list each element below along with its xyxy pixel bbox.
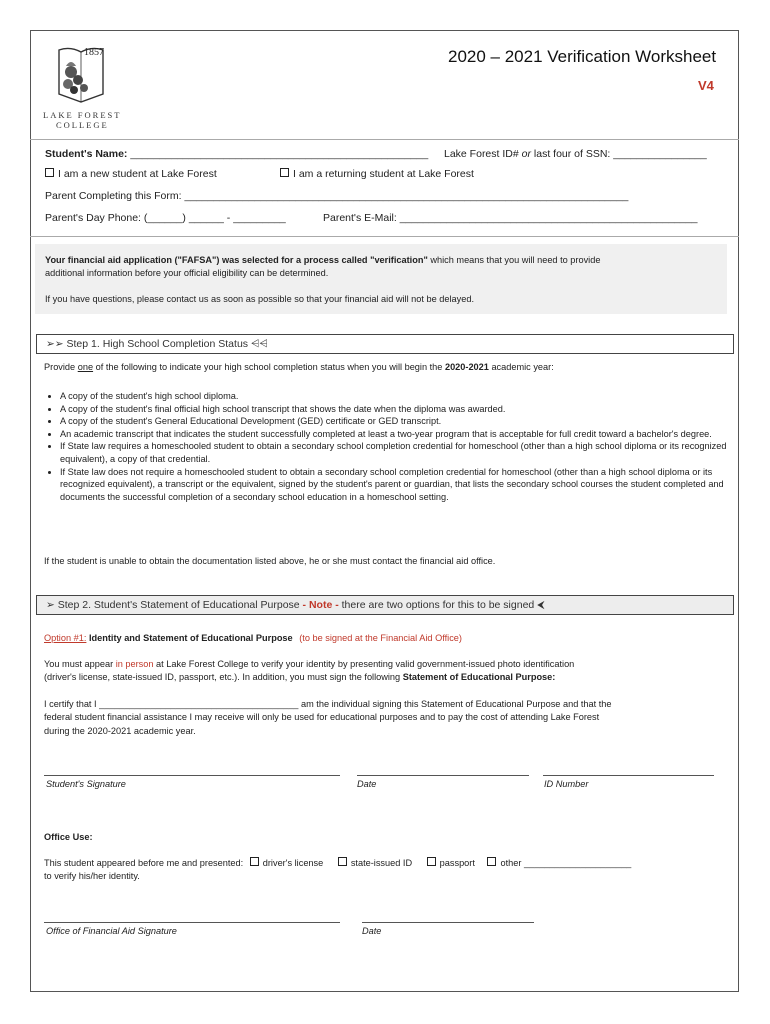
list-item: • A copy of the student's final official high school transcript that shows the date when the diploma was awarded. bbox=[60, 403, 745, 416]
parent-field[interactable]: ____________________________________________________________________________ bbox=[184, 190, 629, 202]
other-checkbox[interactable] bbox=[487, 857, 496, 866]
para1-line2-text: (driver's license, state-issued ID, passport, etc.). In addition, you must sign the following bbox=[44, 672, 403, 682]
student-name-row bbox=[45, 148, 428, 160]
list-item: • An academic transcript that indicates the student successfully completed at least a two-year program that is acceptable for full credit toward a bachelor's degree. bbox=[60, 428, 745, 441]
passport-checkbox[interactable] bbox=[427, 857, 436, 866]
student-id-field[interactable]: ________________ bbox=[613, 148, 707, 160]
ssn-label: last four of SSN: bbox=[533, 148, 611, 160]
id-number-line[interactable] bbox=[543, 775, 714, 776]
step2-heading bbox=[46, 599, 545, 612]
option-title: Identity and Statement of Educational Purpose bbox=[88, 633, 293, 643]
notice-line2: additional information before your official eligibility can be determined. bbox=[45, 268, 329, 278]
intro-one: one bbox=[77, 362, 94, 372]
parent-label: Parent Completing this Form: bbox=[45, 190, 182, 202]
statement-title: Statement of Educational Purpose: bbox=[402, 672, 556, 682]
new-student-label: I am a new student at Lake Forest bbox=[58, 168, 217, 180]
parent-email-field[interactable]: ___________________________________________________ bbox=[399, 212, 698, 224]
date-label: Date bbox=[357, 779, 377, 789]
student-name-field[interactable]: ___________________________________________________ bbox=[130, 148, 429, 160]
step1-heading: ➢➢ Step 1. High School Completion Status ⩤⩤ bbox=[46, 338, 268, 350]
intro-text-a: Provide bbox=[44, 362, 78, 372]
or-label: or bbox=[521, 148, 531, 160]
office-signature-label: Office of Financial Aid Signature bbox=[46, 926, 177, 936]
step1-footer: If the student is unable to obtain the documentation listed above, he or she must contact the financial aid office. bbox=[44, 556, 496, 566]
other-field[interactable]: _____________________ bbox=[523, 858, 632, 868]
certify-line1: I certify that I _______________________________________ am the individual signing this Statement of Educational Purpose and that the bbox=[44, 699, 612, 709]
student-id-label: Lake Forest ID# bbox=[444, 148, 519, 160]
notice-bold-text: Your financial aid application ("FAFSA") was selected for a process called "verification" bbox=[45, 255, 428, 265]
option-note: (to be signed at the Financial Aid Office) bbox=[299, 633, 462, 643]
intro-year: 2020-2021 bbox=[444, 362, 489, 372]
student-name-label: Student's Name: bbox=[45, 148, 128, 160]
new-student-checkbox[interactable] bbox=[45, 168, 54, 177]
office-presented-row bbox=[44, 857, 631, 868]
parent-email-label: Parent's E-Mail: bbox=[323, 212, 397, 224]
para1-line2 bbox=[44, 672, 555, 682]
step1-intro bbox=[44, 362, 554, 372]
intro-text-c: academic year: bbox=[488, 362, 554, 372]
other-label: other bbox=[500, 858, 522, 868]
certify-line2: federal student financial assistance I may receive will only be used for educational purposes and to pay the cost of attending Lake Forest bbox=[44, 712, 600, 722]
logo-name-line1: LAKE FOREST bbox=[43, 110, 122, 120]
office-use-heading: Office Use: bbox=[44, 832, 93, 842]
notice-rest-text: which means that you will need to provide bbox=[427, 255, 601, 265]
office-line2: to verify his/her identity. bbox=[44, 871, 140, 881]
logo-year: 1857 bbox=[84, 47, 104, 58]
para1-text-a: You must appear bbox=[44, 659, 116, 669]
in-person-text: in person bbox=[115, 659, 154, 669]
student-signature-label: Student's Signature bbox=[46, 779, 126, 789]
office-date-label: Date bbox=[362, 926, 382, 936]
requirement-list bbox=[44, 390, 745, 503]
step2-heading-rest: there are two options for this to be signed ⮜ bbox=[338, 599, 545, 611]
option-label: Option #1: bbox=[44, 633, 87, 643]
certify-line3: during the 2020-2021 academic year. bbox=[44, 726, 196, 736]
notice-line1 bbox=[45, 255, 725, 265]
office-date-line[interactable] bbox=[362, 922, 534, 923]
logo-name-line2: COLLEGE bbox=[56, 120, 109, 130]
page-title: 2020 – 2021 Verification Worksheet bbox=[448, 47, 717, 66]
list-item: • A copy of the student's General Educational Development (GED) certificate or GED transcript. bbox=[60, 415, 745, 428]
para1-text-b: at Lake Forest College to verify your identity by presenting valid government-issued photo identification bbox=[153, 659, 575, 669]
list-item: • If State law requires a homeschooled student to obtain a secondary school completion credential for homeschool (other than a high school diploma or its recognized equivalent), a copy of that credential. bbox=[60, 440, 745, 465]
office-signature-line[interactable] bbox=[44, 922, 340, 923]
id-number-label: ID Number bbox=[544, 779, 589, 789]
notice-line3: If you have questions, please contact us as soon as possible so that your financial aid will not be delayed. bbox=[45, 294, 475, 304]
returning-student-option[interactable] bbox=[280, 168, 474, 180]
student-id-row bbox=[444, 148, 707, 160]
parent-email-row bbox=[323, 212, 698, 224]
step2-note: - Note - bbox=[302, 599, 339, 611]
date-line[interactable] bbox=[357, 775, 529, 776]
parent-row bbox=[45, 190, 628, 202]
option1-heading bbox=[44, 633, 462, 643]
state-id-label: state-issued ID bbox=[350, 858, 413, 868]
drivers-license-label: driver's license bbox=[262, 858, 324, 868]
para1-line1 bbox=[44, 659, 574, 669]
intro-text-b: of the following to indicate your high school completion status when you will begin the bbox=[93, 362, 445, 372]
step2-heading-text: ➢ Step 2. Student's Statement of Educational Purpose bbox=[46, 599, 303, 611]
returning-student-label: I am a returning student at Lake Forest bbox=[293, 168, 474, 180]
returning-student-checkbox[interactable] bbox=[280, 168, 289, 177]
office-presented-label: This student appeared before me and presented: bbox=[44, 858, 244, 868]
state-id-checkbox[interactable] bbox=[338, 857, 347, 866]
parent-phone-field[interactable]: Parent's Day Phone: (______) ______ - _________ bbox=[45, 212, 286, 224]
version-label: V4 bbox=[698, 78, 714, 93]
passport-label: passport bbox=[439, 858, 475, 868]
list-item: • A copy of the student's high school diploma. bbox=[60, 390, 745, 403]
header-divider bbox=[30, 139, 739, 140]
student-signature-line[interactable] bbox=[44, 775, 340, 776]
new-student-option[interactable] bbox=[45, 168, 217, 180]
info-divider bbox=[30, 236, 739, 237]
drivers-license-checkbox[interactable] bbox=[250, 857, 259, 866]
list-item: • If State law does not require a homeschooled student to obtain a secondary school completion credential for homeschool (other than a high school diploma or its recognized equivalent), a transcript or the equivalent, signed by the student's parent or guardian, that lists the secondary school courses the student completed and documents the successful completion of a secondary school education in a homeschool setting. bbox=[60, 466, 745, 504]
